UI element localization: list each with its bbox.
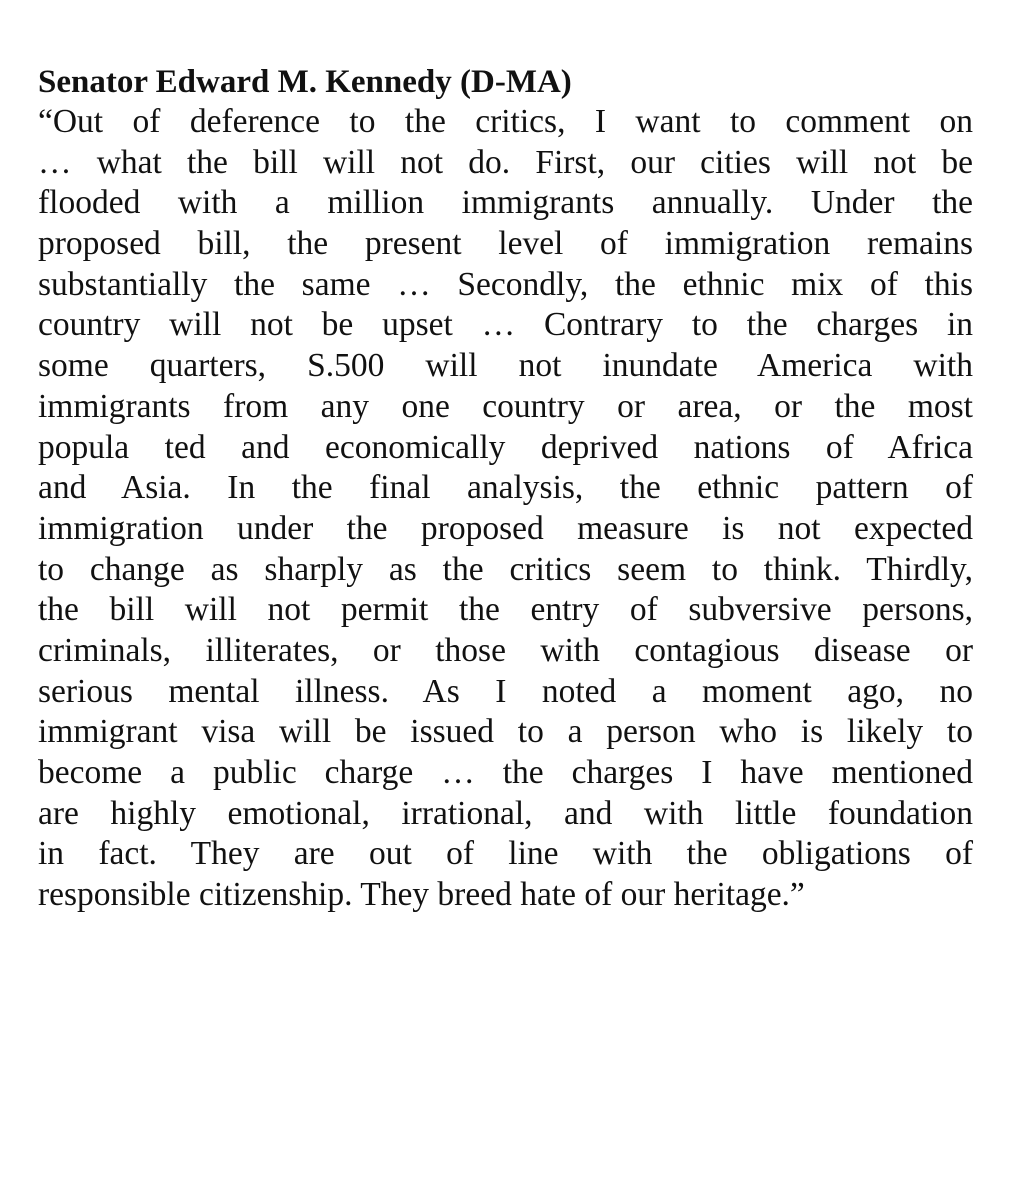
quote-line: “Out of deference to the critics, I want to comment on [38, 103, 973, 140]
quote-line: proposed bill, the present level of immigration remains [38, 225, 973, 263]
quote-line: immigration under the proposed measure is not expected [38, 509, 973, 547]
quote-line: are highly emotional, irrational, and with little foundation [38, 794, 973, 832]
quote-line: … what the bill will not do. First, our cities will not be [38, 143, 973, 181]
quote-line: immigrants from any one country or area, or the most [38, 387, 973, 425]
quote-line: some quarters, S.500 will not inundate America with [38, 347, 973, 385]
quote-line: popula ted and economically deprived nations of Africa [38, 428, 973, 466]
quote-line: substantially the same … Secondly, the ethnic mix of this [38, 265, 973, 303]
quote-line: the bill will not permit the entry of subversive persons, [38, 591, 973, 629]
quote-line: serious mental illness. As I noted a moment ago, no [38, 672, 973, 710]
quote-line: become a public charge … the charges I have mentioned [38, 754, 973, 791]
quote-line: country will not be upset … Contrary to the charges in [38, 306, 973, 344]
quote-line: flooded with a million immigrants annually. Under the [38, 184, 973, 222]
quote-line: to change as sharply as the critics seem to think. Thirdly, [38, 550, 973, 588]
quote-line: in fact. They are out of line with the obligations of [38, 835, 973, 873]
speaker-heading: Senator Edward M. Kennedy (D-MA) [38, 64, 572, 100]
quote-line-last: responsible citizenship. They breed hate of our heritage.” [38, 876, 805, 914]
quote-block [38, 62, 973, 916]
quote-line: immigrant visa will be issued to a person who is likely to [38, 713, 973, 751]
quote-line: and Asia. In the final analysis, the ethnic pattern of [38, 469, 973, 507]
quote-line: criminals, illiterates, or those with contagious disease or [38, 631, 973, 669]
